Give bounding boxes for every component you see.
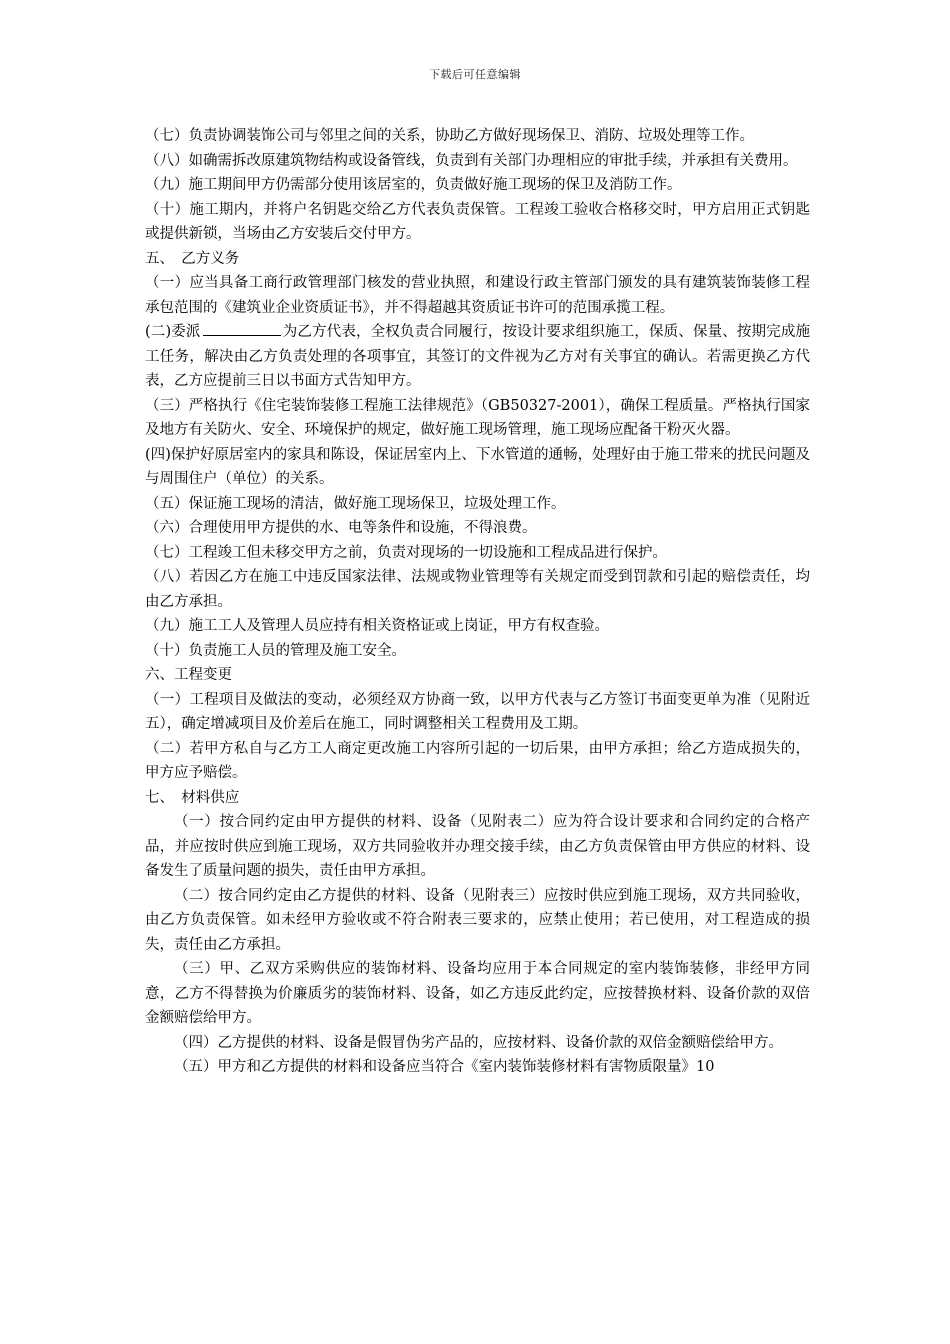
paragraph-party-a-10: （十）施工期内，并将户名钥匙交给乙方代表负责保管。工程竣工验收合格移交时，甲方启用正式钥匙或提供新锁，当场由乙方安装后交付甲方。 bbox=[145, 201, 810, 242]
paragraph-party-b-7: （七）工程竣工但未移交甲方之前，负责对现场的一切设施和工程成品进行保护。 bbox=[145, 544, 667, 561]
party-b-2-prefix: (二)委派 bbox=[145, 324, 201, 340]
paragraph-party-a-7: （七）负责协调装饰公司与邻里之间的关系，协助乙方做好现场保卫、消防、垃圾处理等工作。 bbox=[145, 128, 754, 144]
paragraph-party-b-1: （一）应当具备工商行政管理部门核发的营业执照，和建设行政主管部门颁发的具有建筑装饰装修工程承包范围的《建筑业企业资质证书》，并不得超越其资质证书许可的范围承揽工程。 bbox=[145, 275, 810, 316]
paragraph-party-b-4: (四)保护好原居室内的家具和陈设，保证居室内上、下水管道的通畅，处理好由于施工带来的扰民问题及与周围住户（单位）的关系。 bbox=[145, 446, 810, 487]
paragraph-material-2: （二）按合同约定由乙方提供的材料、设备（见附表三）应按时供应到施工现场，双方共同验收，由乙方负责保管。如未经甲方验收或不符合附表三要求的，应禁止使用；若已使用，对工程造成的损失，责任由乙方承担。 bbox=[145, 887, 810, 953]
paragraph-party-b-9: （九）施工工人及管理人员应持有相关资格证或上岗证，甲方有权查验。 bbox=[145, 618, 609, 634]
paragraph-party-b-2 bbox=[145, 320, 810, 394]
document-body bbox=[145, 124, 810, 1080]
section-heading-7: 七、 材料供应 bbox=[145, 789, 240, 806]
section-heading-6: 六、工程变更 bbox=[145, 667, 232, 683]
paragraph-material-1: （一）按合同约定由甲方提供的材料、设备（见附表二）应为符合设计要求和合同约定的合格产品，并应按时供应到施工现场，双方共同验收并办理交接手续，由乙方负责保管由甲方供应的材料、设备发生了质量问题的损失，责任由甲方承担。 bbox=[145, 814, 810, 879]
representative-blank-field bbox=[203, 321, 281, 336]
paragraph-party-a-9: （九）施工期间甲方仍需部分使用该居室的，负责做好施工现场的保卫及消防工作。 bbox=[145, 177, 682, 193]
paragraph-party-b-3: （三）严格执行《住宅装饰装修工程施工法律规范》（GB50327-2001），确保工程质量。严格执行国家及地方有关防火、安全、环境保护的规定，做好施工现场管理，施工现场应配备干粉灭火器。 bbox=[145, 397, 810, 438]
page-header: 下载后可任意编辑 bbox=[429, 68, 521, 81]
party-b-2-text: 为乙方代表，全权负责合同履行，按设计要求组织施工，保质、保量、按期完成施工任务，解决由乙方负责处理的各项事宜，其签订的文件视为乙方对有关事宜的确认。若需更换乙方代表，乙方应提前三日以书面方式告知甲方。 bbox=[145, 324, 810, 389]
paragraph-party-b-5: （五）保证施工现场的清洁，做好施工现场保卫，垃圾处理工作。 bbox=[145, 495, 566, 512]
paragraph-material-3: （三）甲、乙双方采购供应的装饰材料、设备均应用于本合同规定的室内装饰装修，非经甲方同意，乙方不得替换为价廉质劣的装饰材料、设备，如乙方违反此约定，应按替换材料、设备价款的双倍金额赔偿给甲方。 bbox=[145, 961, 810, 1026]
paragraph-party-b-6: （六）合理使用甲方提供的水、电等条件和设施，不得浪费。 bbox=[145, 520, 537, 536]
paragraph-party-b-8: （八）若因乙方在施工中违反国家法律、法规或物业管理等有关规定而受到罚款和引起的赔偿责任，均由乙方承担。 bbox=[145, 569, 810, 610]
paragraph-material-4: （四）乙方提供的材料、设备是假冒伪劣产品的，应按材料、设备价款的双倍金额赔偿给甲方。 bbox=[174, 1034, 783, 1051]
paragraph-change-1: （一）工程项目及做法的变动，必须经双方协商一致，以甲方代表与乙方签订书面变更单为准（见附近五），确定增减项目及价差后在施工，同时调整相关工程费用及工期。 bbox=[145, 691, 810, 732]
paragraph-party-b-10: （十）负责施工人员的管理及施工安全。 bbox=[145, 642, 406, 659]
paragraph-material-5: （五）甲方和乙方提供的材料和设备应当符合《室内装饰装修材料有害物质限量》10 bbox=[174, 1059, 715, 1075]
paragraph-party-a-8: （八）如确需拆改原建筑物结构或设备管线，负责到有关部门办理相应的审批手续，并承担有关费用。 bbox=[145, 152, 798, 169]
section-heading-5: 五、 乙方义务 bbox=[145, 250, 240, 267]
paragraph-change-2: （二）若甲方私自与乙方工人商定更改施工内容所引起的一切后果，由甲方承担；给乙方造成损失的，甲方应予赔偿。 bbox=[145, 740, 810, 781]
